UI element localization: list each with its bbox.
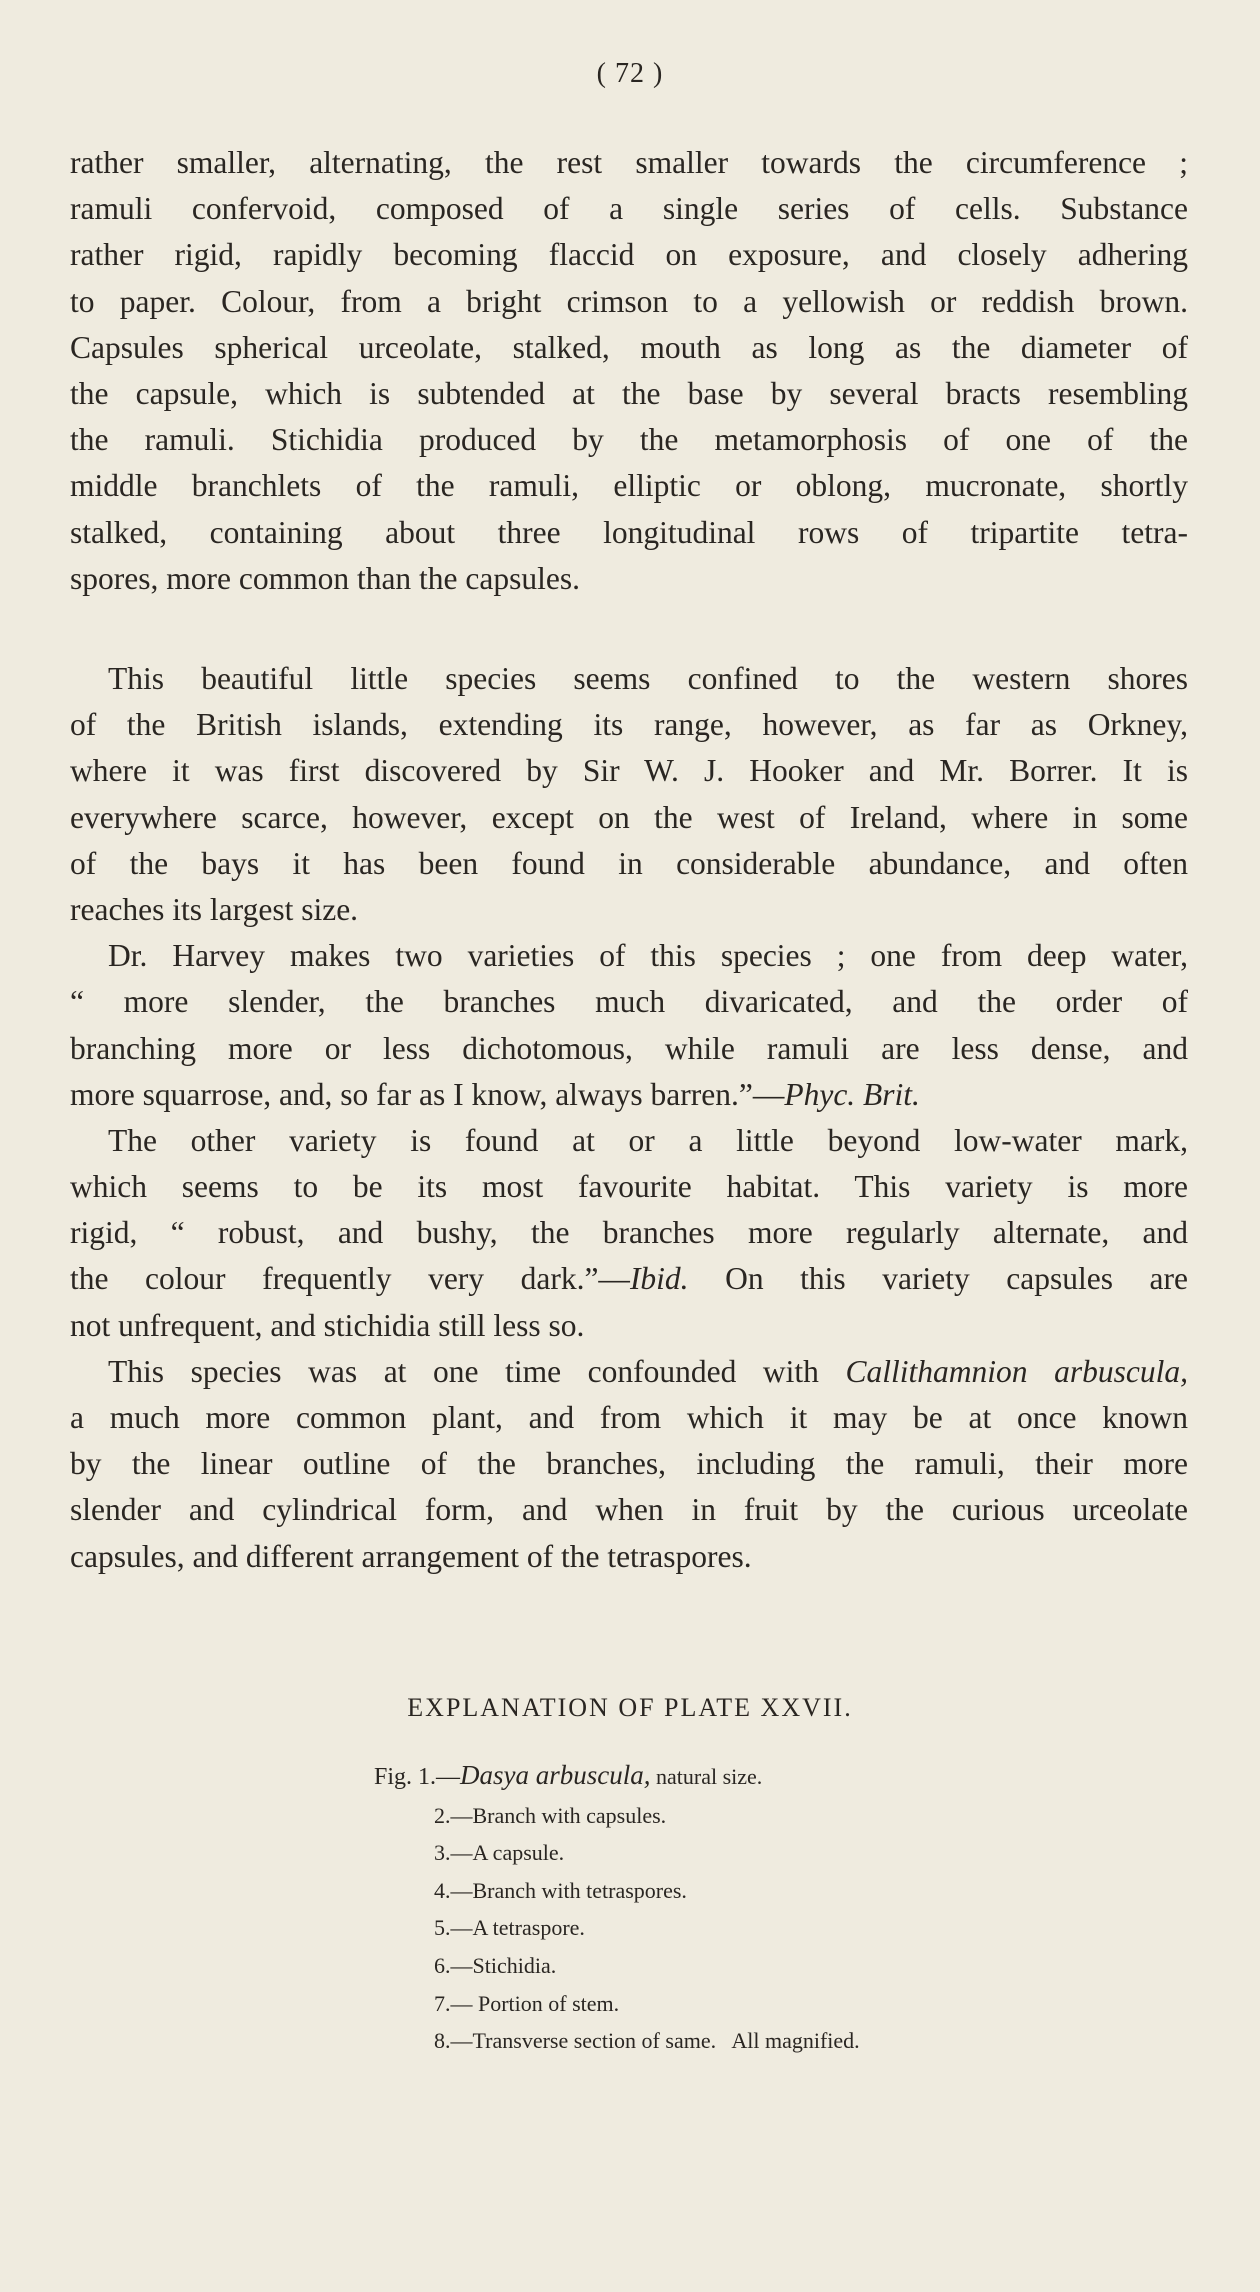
text-line: of the bays it has been found in considerable abundance, and often bbox=[70, 845, 1188, 881]
text-line: the capsule, which is subtended at the base by several bracts resembling bbox=[70, 375, 1188, 411]
figure-item: 7.— Portion of stem. bbox=[434, 1990, 620, 2016]
text-line bbox=[70, 1072, 1188, 1118]
species-name: Callithamnion arbuscula, bbox=[845, 1353, 1188, 1389]
text-line: where it was first discovered by Sir W. J. Hooker and Mr. Borrer. It is bbox=[70, 753, 1188, 789]
text-run: This species was at one time confounded with bbox=[108, 1353, 846, 1389]
text-run: more squarrose, and, so far as I know, always barren.”— bbox=[70, 1076, 785, 1112]
text-line: everywhere scarce, however, except on the west of Ireland, where in some bbox=[70, 799, 1188, 835]
text-line: branching more or less dichotomous, while ramuli are less dense, and bbox=[70, 1030, 1188, 1066]
text-line: slender and cylindrical form, and when in fruit by the curious urceolate bbox=[70, 1492, 1188, 1528]
text-line: “ more slender, the branches much divaricated, and the order of bbox=[70, 984, 1188, 1020]
text-line: Dr. Harvey makes two varieties of this species ; one from deep water, bbox=[108, 938, 1188, 974]
text-line: rather smaller, alternating, the rest smaller towards the circumference ; bbox=[70, 145, 1188, 180]
text-line: the ramuli. Stichidia produced by the metamorphosis of one of the bbox=[70, 422, 1188, 458]
text-run: natural size. bbox=[650, 1764, 763, 1789]
text-line bbox=[70, 1349, 1188, 1395]
figure-item: 4.—Branch with tetraspores. bbox=[434, 1877, 687, 1903]
text-line: ramuli confervoid, composed of a single series of cells. Substance bbox=[70, 191, 1188, 227]
text-line: spores, more common than the capsules. bbox=[70, 560, 580, 596]
text-line: Capsules spherical urceolate, stalked, mouth as long as the diameter of bbox=[70, 329, 1188, 365]
text-line: reaches its largest size. bbox=[70, 891, 359, 927]
text-line bbox=[70, 1256, 1188, 1302]
figure-item bbox=[374, 1757, 860, 1797]
figure-item: 6.—Stichidia. bbox=[434, 1952, 557, 1978]
text-run: the colour frequently very dark.”— bbox=[70, 1261, 630, 1297]
commentary bbox=[70, 656, 1188, 1580]
species-name: Dasya arbuscula, bbox=[460, 1760, 651, 1790]
text-line: rather rigid, rapidly becoming flaccid on exposure, and closely adhering bbox=[70, 237, 1188, 273]
citation: Phyc. Brit. bbox=[784, 1076, 920, 1112]
text-line: by the linear outline of the branches, including the ramuli, their more bbox=[70, 1446, 1188, 1482]
text-line: which seems to be its most favourite habitat. This variety is more bbox=[70, 1169, 1188, 1205]
figure-item: 8.—Transverse section of same. All magnified. bbox=[434, 2028, 860, 2054]
figure-label: Fig. 1.— bbox=[374, 1764, 461, 1790]
page-number: ( 72 ) bbox=[596, 58, 664, 89]
citation: Ibid. bbox=[629, 1261, 689, 1297]
text-line: not unfrequent, and stichidia still less so. bbox=[70, 1307, 585, 1343]
plate-explanation-heading: EXPLANATION OF PLATE XXVII. bbox=[407, 1693, 853, 1722]
text-line: The other variety is found at or a little beyond low-water mark, bbox=[108, 1122, 1188, 1158]
text-line: rigid, “ robust, and bushy, the branches more regularly alternate, and bbox=[70, 1215, 1188, 1251]
text-line: This beautiful little species seems confined to the western shores bbox=[108, 661, 1188, 696]
text-line: of the British islands, extending its range, however, as far as Orkney, bbox=[70, 707, 1188, 743]
figure-item: 3.—A capsule. bbox=[434, 1840, 565, 1866]
figure-item: 5.—A tetraspore. bbox=[434, 1915, 585, 1941]
text-line: capsules, and different arrangement of the tetraspores. bbox=[70, 1538, 752, 1574]
figure-item: 2.—Branch with capsules. bbox=[434, 1802, 667, 1828]
text-run: On this variety capsules are bbox=[688, 1261, 1188, 1297]
text-line: a much more common plant, and from which it may be at once known bbox=[70, 1400, 1188, 1435]
text-line: to paper. Colour, from a bright crimson to a yellowish or reddish brown. bbox=[70, 283, 1188, 319]
species-description bbox=[70, 140, 1188, 602]
figure-list bbox=[374, 1757, 860, 2060]
text-line: middle branchlets of the ramuli, elliptic or oblong, mucronate, shortly bbox=[70, 468, 1188, 504]
text-line: stalked, containing about three longitudinal rows of tripartite tetra- bbox=[70, 514, 1188, 550]
